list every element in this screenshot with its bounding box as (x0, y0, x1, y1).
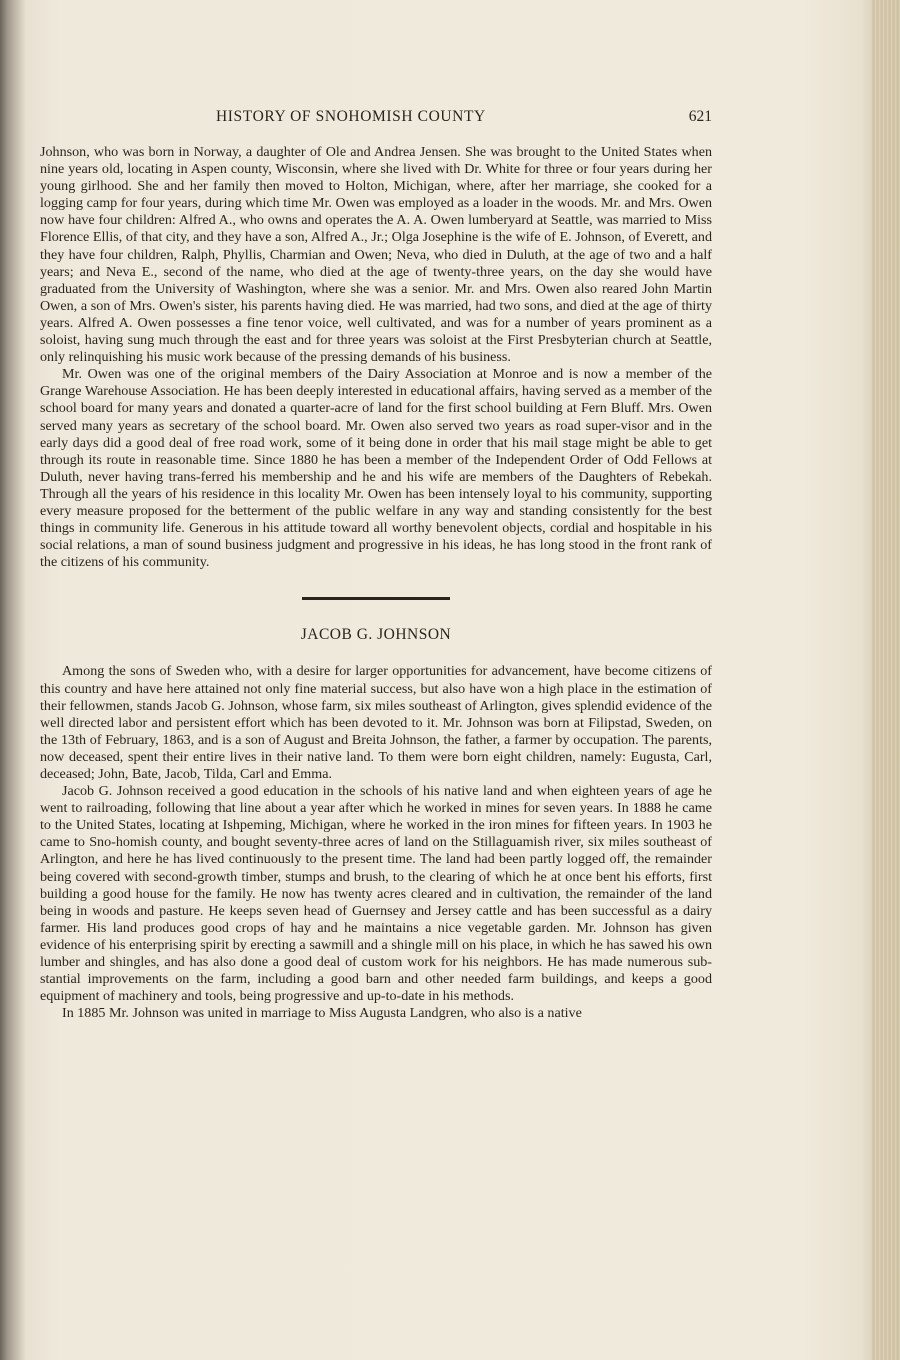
page-number: 621 (688, 108, 712, 125)
johnson-paragraph-3: In 1885 Mr. Johnson was united in marriage to Miss Augusta Landgren, who also is a native (62, 1005, 582, 1022)
section-title: JACOB G. JOHNSON (300, 626, 452, 644)
johnson-paragraph-1: Among the sons of Sweden who, with a desire for larger opportunities for advancement, have become citizens of this country and have here attained not only fine material success, but also have won a high place in the estimation of their fellowmen, stands Jacob G. Johnson, whose farm, six miles southeast of Arlington, gives splendid evidence of the well directed labor and persistent effort which has been devoted to it. Mr. Johnson was born at Filipstad, Sweden, on the 13th of February, 1863, and is a son of August and Breita Johnson, the father, a farmer by occupation. The parents, now deceased, spent their entire lives in their native land. To them were born eight children, namely: Eugusta, Carl, deceased; John, Bate, Jacob, Tilda, Carl and Emma. (40, 663, 712, 782)
running-title: HISTORY OF SNOHOMISH COUNTY (216, 108, 486, 125)
owen-paragraph-2: Mr. Owen was one of the original members of the Dairy Association at Monroe and is now a member of the Grange Warehouse Association. He has been deeply interested in educational affairs, having served as a member of the school board for many years and donated a quarter-acre of land for the first school building at Fern Bluff. Mrs. Owen served many years as secretary of the school board. Mr. Owen also served two years as road super-visor and in the early days did a good deal of free road work, some of it being done in order that his mail stage might be able to get through its route in reasonable time. Since 1880 he has been a member of the Independent Order of Odd Fellows at Duluth, never having trans-ferred his membership and he and his wife are members of the Daughters of Rebekah. Through all the years of his residence in this locality Mr. Owen has been intensely loyal to his community, supporting every measure proposed for the betterment of the public welfare in any way and standing consistently for the best things in community life. Generous in his attitude toward all worthy benevolent objects, cordial and hospitable in his social relations, a man of sound business judgment and progressive in his ideas, he has long stood in the front rank of the citizens of his community. (40, 366, 712, 571)
johnson-paragraph-2: Jacob G. Johnson received a good education in the schools of his native land and when eighteen years of age he went to railroading, following that line about a year after which he worked in mines for seven years. In 1888 he came to the United States, locating at Ishpeming, Michigan, where he worked in the iron mines for fifteen years. In 1903 he came to Sno-homish county, and bought seventy-three acres of land on the Stillaguamish river, six miles southeast of Arlington, and here he has lived continuously to the present time. The land had been partly logged off, the remainder being covered with second-growth timber, stumps and brush, to the clearing of which he at once bent his efforts, first building a good house for the family. He now has twenty acres cleared and in cultivation, the remainder of the land being in woods and pasture. He keeps seven head of Guernsey and Jersey cattle and has been successful as a dairy farmer. His land produces good crops of hay and he maintains a nice vegetable garden. Mr. Johnson has given evidence of his enterprising spirit by erecting a sawmill and a shingle mill on his place, in which he has sawed his own lumber and shingles, and has also done a good deal of custom work for his neighbors. He has made numerous sub-stantial improvements on the farm, including a good barn and other needed farm buildings, and keeps a good equipment of machinery and tools, being progressive and up-to-date in his methods. (40, 783, 712, 1005)
section-divider (302, 597, 450, 600)
page-header (40, 108, 712, 130)
page-body (40, 144, 712, 1022)
owen-paragraph-1: Johnson, who was born in Norway, a daughter of Ole and Andrea Jensen. She was brought to the United States when nine years old, locating in Aspen county, Wisconsin, where she lived with Dr. White for three or four years during her young girlhood. She and her family then moved to Holton, Michigan, where, after her marriage, she cooked for a logging camp for four years, during which time Mr. Owen was employed as a loader in the woods. Mr. and Mrs. Owen now have four children: Alfred A., who owns and operates the A. A. Owen lumberyard at Seattle, was married to Miss Florence Ellis, of that city, and they have a son, Alfred A., Jr.; Olga Josephine is the wife of E. Johnson, of Everett, and they have four children, Ralph, Phyllis, Charmian and Owen; Neva, who died in Duluth, at the age of two and a half years; and Neva E., second of the name, who died at the age of twenty-three years, on the day she would have graduated from the University of Washington, where she was a senior. Mr. and Mrs. Owen also reared John Martin Owen, a son of Mrs. Owen's sister, his parents having died. He was married, had two sons, and died at the age of thirty years. Alfred A. Owen possesses a fine tenor voice, well cultivated, and was for a number of years prominent as a soloist, having sung much through the east and for three years was soloist at the First Presbyterian church at Seattle, only relinquishing his music work because of the pressing demands of his business. (40, 144, 712, 366)
page-edge (872, 0, 900, 1360)
